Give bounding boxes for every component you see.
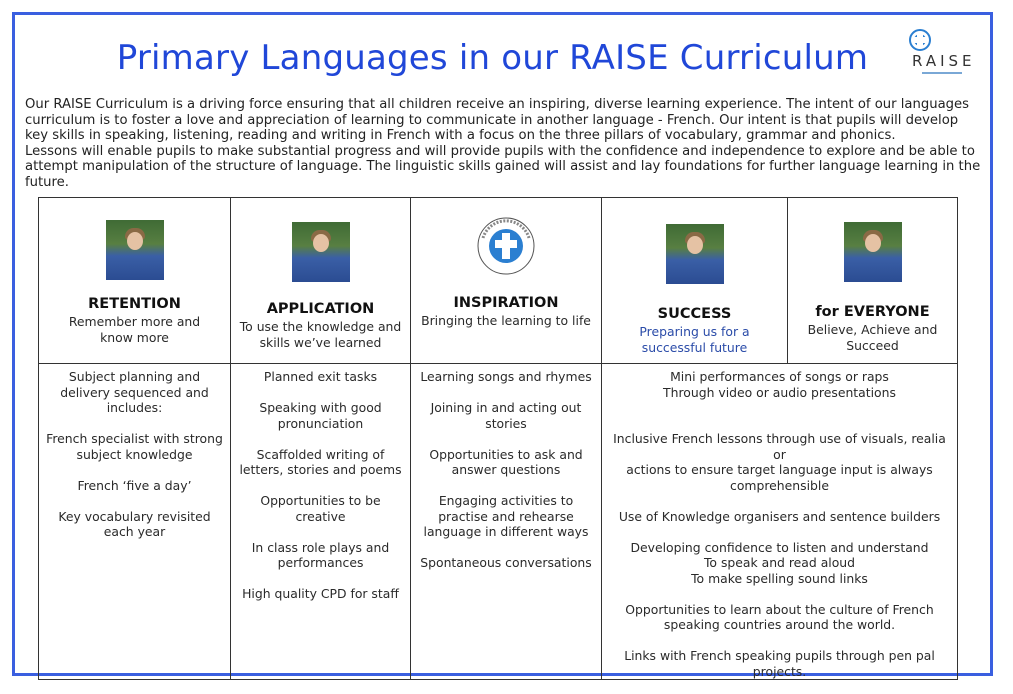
list-item-line: Spontaneous conversations — [420, 555, 592, 570]
column-title: RETENTION — [88, 296, 181, 312]
raise-logo-text: RAISE — [912, 52, 976, 70]
list-item-line: creative — [295, 508, 346, 524]
list-item-line: projects. — [752, 663, 807, 679]
list-item-line: Subject planning and — [68, 369, 201, 384]
list-item-line: To make spelling sound links — [691, 570, 868, 586]
subtitle-line: Preparing us for a — [639, 324, 750, 339]
list-item-line: Mini performances of songs or raps — [670, 369, 889, 384]
list-item-line: Scaffolded writing of — [256, 446, 385, 462]
list-item-line: pronunciation — [277, 415, 364, 431]
list-item-line: subject knowledge — [76, 446, 193, 462]
intro-line: attempt manipulation of the structure of language. The linguistic skills gained will assist and lay foundations for further language learning in the — [25, 159, 981, 174]
list-item-line: French ‘five a day’ — [77, 477, 192, 493]
raise-logo — [902, 28, 980, 86]
subtitle-line: know more — [100, 330, 169, 345]
column-title: for EVERYONE — [815, 304, 930, 320]
list-item-line: Opportunities to ask and — [429, 446, 583, 462]
intro-line: future. — [25, 174, 69, 190]
list-item-line: Learning songs and rhymes — [420, 369, 592, 384]
header-cell-inspiration — [411, 198, 602, 364]
intro-line: Our RAISE Curriculum is a driving force ensuring that all children receive an inspiring, diverse learning experience. The intent of our languages — [25, 97, 970, 112]
subtitle-line: Remember more and — [68, 314, 201, 329]
list-item-line: Inclusive French lessons through use of visuals, realia or — [613, 431, 946, 462]
list-item-line: letters, stories and poems — [239, 462, 402, 477]
intro-line: key skills in speaking, listening, reading and writing in French with a focus on the three pillars of vocabulary, grammar and phonics. — [25, 128, 896, 143]
list-item-line: Key vocabulary revisited — [58, 508, 211, 524]
column-subtitle — [794, 322, 951, 354]
list-item-line: Planned exit tasks — [263, 369, 378, 384]
list-item-line: French specialist with strong — [46, 431, 223, 446]
list-item-line: Speaking with good — [259, 400, 382, 415]
pupil-photo — [292, 222, 350, 282]
list-item-line: delivery sequenced and — [60, 384, 209, 400]
application-items — [231, 364, 411, 680]
list-item-line: In class role plays and — [251, 539, 390, 555]
success-everyone-items — [602, 364, 958, 680]
header-row — [39, 198, 958, 364]
list-item-line: Use of Knowledge organisers and sentence builders — [618, 508, 941, 524]
intro-line: curriculum is to foster a love and appreciation of learning to communicate in another language - French. Our intent is that pupils will develop — [25, 112, 959, 128]
header-cell-success — [602, 198, 788, 364]
list-item-line: High quality CPD for staff — [242, 586, 399, 601]
column-subtitle — [45, 314, 224, 346]
list-item-line: answer questions — [451, 462, 561, 477]
column-title: SUCCESS — [657, 306, 732, 322]
list-item-line: Joining in and acting out — [430, 400, 582, 415]
subtitle-line: successful future — [641, 340, 748, 355]
list-item-line: Links with French speaking pupils through pen pal — [624, 648, 935, 663]
list-item-line: Engaging activities to — [438, 493, 574, 508]
column-title: INSPIRATION — [453, 295, 559, 311]
subtitle-line: To use the knowledge and — [239, 319, 402, 334]
list-item-line: Opportunities to learn about the culture of French — [625, 601, 934, 617]
list-item-line: comprehensible — [730, 477, 829, 493]
school-badge-icon — [475, 216, 537, 276]
list-item-line: Opportunities to be — [260, 493, 381, 508]
body-row — [39, 364, 958, 680]
list-item-line: Developing confidence to listen and understand — [630, 539, 929, 555]
subtitle-line: Bringing the learning to life — [421, 313, 591, 328]
inspiration-items — [411, 364, 602, 680]
column-subtitle — [417, 313, 595, 329]
list-item-line: speaking countries around the world. — [663, 617, 896, 632]
retention-items — [39, 364, 231, 680]
list-item-line: To speak and read aloud — [703, 555, 856, 570]
list-item-line: includes: — [106, 400, 163, 415]
subtitle-line: Succeed — [846, 338, 899, 353]
header-cell-retention — [39, 198, 231, 364]
list-item-line: performances — [277, 555, 364, 570]
list-item-line: language in different ways — [423, 524, 589, 539]
list-item-line: Through video or audio presentations — [663, 384, 896, 400]
header-cell-everyone — [788, 198, 958, 364]
subtitle-line: Believe, Achieve and — [807, 322, 938, 337]
header-cell-application — [231, 198, 411, 364]
list-item-line: each year — [103, 524, 166, 539]
intro-line: Lessons will enable pupils to make substantial progress and will provide pupils with the confidence and independence to explore and be able to — [25, 143, 975, 159]
pupil-photo — [666, 224, 724, 284]
pupil-photo — [844, 222, 902, 282]
page-title: Primary Languages in our RAISE Curriculum — [116, 38, 869, 78]
list-item-line: stories — [485, 415, 527, 431]
curriculum-table — [38, 197, 958, 680]
raise-logo-underline — [922, 72, 962, 74]
pupil-photo — [106, 220, 164, 280]
column-title: APPLICATION — [266, 301, 375, 317]
list-item-line: actions to ensure target language input is always — [626, 462, 933, 477]
column-subtitle — [237, 319, 404, 351]
intro-paragraph — [25, 97, 990, 190]
column-subtitle — [608, 324, 781, 356]
list-item-line: practise and rehearse — [438, 508, 574, 524]
subtitle-line: skills we’ve learned — [259, 335, 382, 350]
